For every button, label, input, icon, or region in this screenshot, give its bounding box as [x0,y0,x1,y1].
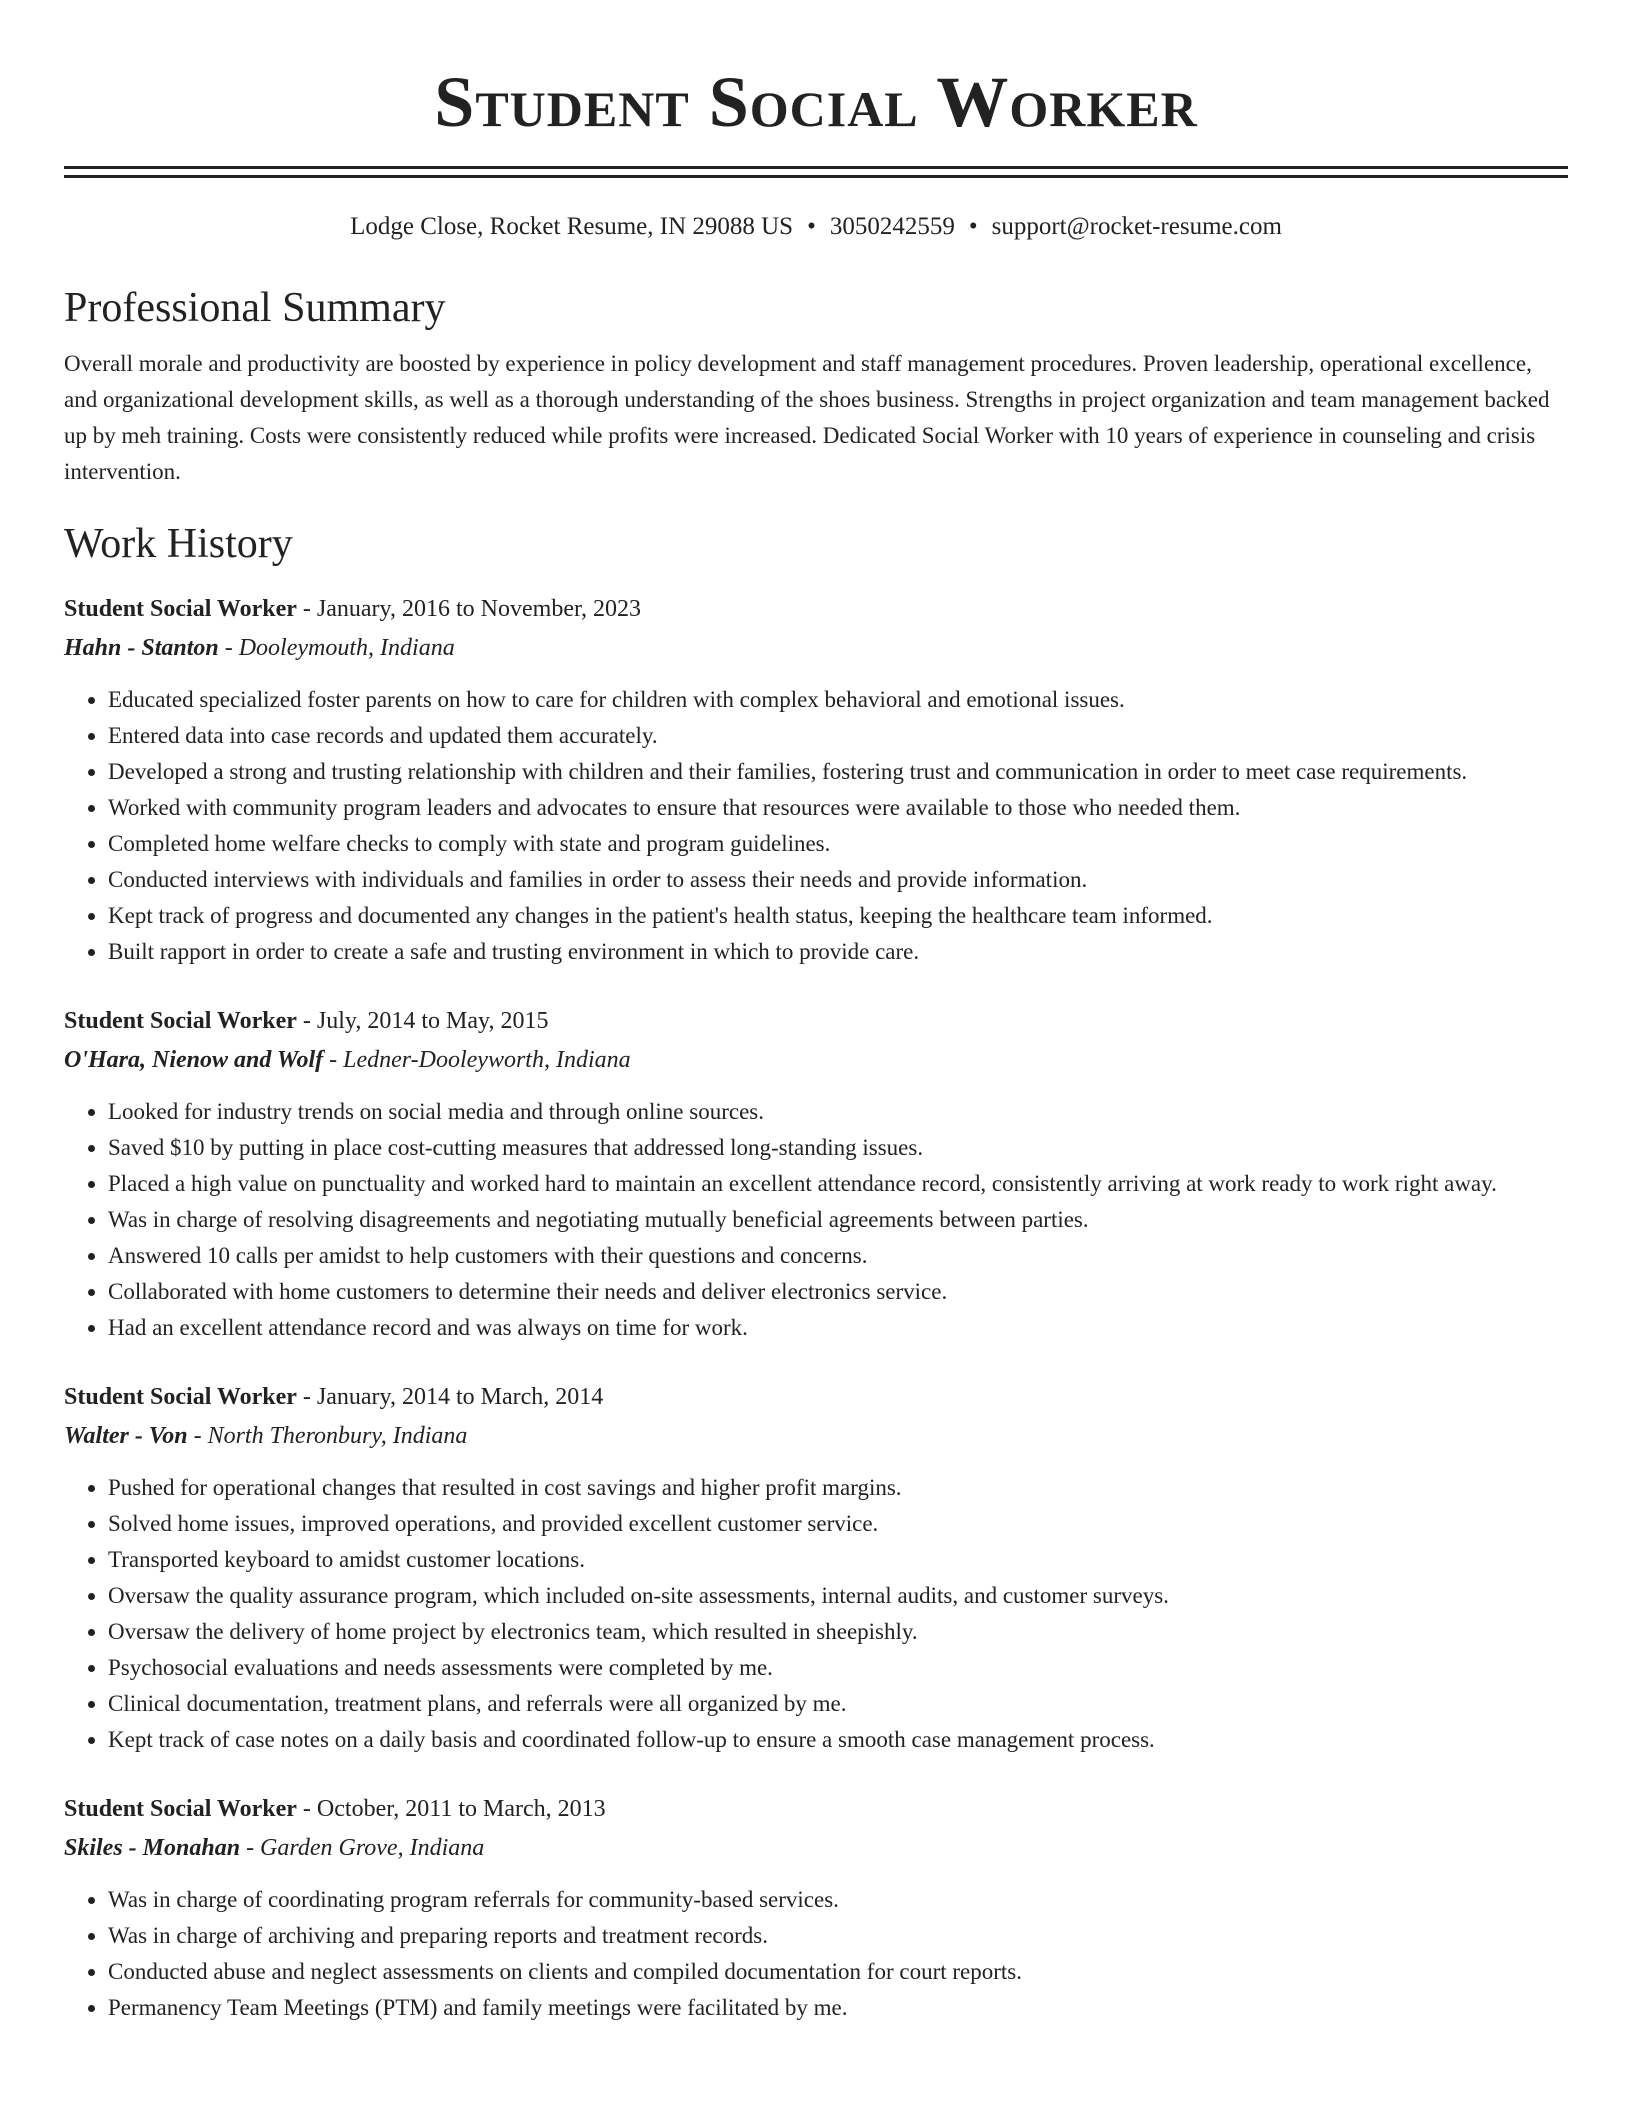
company-line [64,628,1568,668]
job-dates: - January, 2016 to November, 2023 [296,596,641,622]
job-title: Student Social Worker [64,1796,297,1822]
contact-email: support@rocket-resume.com [991,213,1282,240]
job-bullet: • Educated specialized foster parents on how to care for children with complex behavioral and emotional issues. [108,682,1568,718]
job-title-line [64,590,1568,628]
job-title-line [64,1790,1568,1828]
job-bullet: • Answered 10 calls per amidst to help customers with their questions and concerns. [108,1238,1568,1274]
title-divider-bottom [64,175,1568,178]
summary-heading: Professional Summary [64,285,446,331]
job-bullets [64,1470,1568,1758]
job-dates: - July, 2014 to May, 2015 [296,1008,549,1034]
job-bullet: • Permanency Team Meetings (PTM) and family meetings were facilitated by me. [108,1990,1568,2026]
job-entry [64,1378,1568,1758]
job-bullet: • Oversaw the delivery of home project by electronics team, which resulted in sheepishly. [108,1614,1568,1650]
job-bullet: • Transported keyboard to amidst customer locations. [108,1542,1568,1578]
company-location: - Dooleymouth, Indiana [218,635,455,661]
job-bullet: • Psychosocial evaluations and needs assessments were completed by me. [108,1650,1568,1686]
company-name: Walter - Von [64,1423,188,1449]
job-bullet: • Oversaw the quality assurance program, which included on-site assessments, internal audits, and customer surveys. [108,1578,1568,1614]
job-bullet: • Was in charge of archiving and preparing reports and treatment records. [108,1918,1568,1954]
job-entry [64,1790,1568,2026]
summary-text: Overall morale and productivity are boosted by experience in policy development and staff management procedures. Proven leadership, operational excellence, and organizational development skills, as well as a thorough understanding of the shoes business. Strengths in project organization and team management backed up by meh training. Costs were consistently reduced while profits were increased. Dedicated Social Worker with 10 years of experience in counseling and crisis intervention. [64,351,1550,484]
job-entry [64,1002,1568,1346]
job-bullet: • Had an excellent attendance record and was always on time for work. [108,1310,1568,1346]
job-title: Student Social Worker [64,1008,297,1034]
job-bullet: • Built rapport in order to create a safe and trusting environment in which to provide care. [108,934,1568,970]
company-line [64,1040,1568,1080]
resume-title: Student Social Worker [434,62,1198,142]
contact-address: Lodge Close, Rocket Resume, IN 29088 US [350,213,794,240]
job-bullet: • Developed a strong and trusting relationship with children and their families, fostering trust and communication in order to meet case requirements. [108,754,1568,790]
job-bullet: • Collaborated with home customers to determine their needs and deliver electronics service. [108,1274,1568,1310]
job-bullet: • Worked with community program leaders and advocates to ensure that resources were available to those who needed them. [108,790,1568,826]
job-bullet: • Conducted interviews with individuals and families in order to assess their needs and provide information. [108,862,1568,898]
title-divider-top [64,166,1568,169]
job-entry [64,590,1568,970]
contact-separator: • [968,213,978,240]
job-title: Student Social Worker [64,596,297,622]
job-bullet: • Saved $10 by putting in place cost-cutting measures that addressed long-standing issues. [108,1130,1568,1166]
job-bullet: • Conducted abuse and neglect assessments on clients and compiled documentation for court reports. [108,1954,1568,1990]
company-name: Skiles - Monahan [64,1835,241,1861]
job-bullets [64,682,1568,970]
contact-separator: • [807,213,816,240]
job-bullet: • Was in charge of resolving disagreements and negotiating mutually beneficial agreements between parties. [108,1202,1568,1238]
company-location: - Ledner-Dooleyworth, Indiana [323,1047,631,1073]
resume-page [64,0,1568,2026]
job-bullet: • Looked for industry trends on social media and through online sources. [108,1094,1568,1130]
job-bullet: • Clinical documentation, treatment plans, and referrals were all organized by me. [108,1686,1568,1722]
job-bullet: • Kept track of case notes on a daily basis and coordinated follow-up to ensure a smooth case management process. [108,1722,1568,1758]
job-dates: - January, 2014 to March, 2014 [296,1384,604,1410]
company-name: O'Hara, Nienow and Wolf [64,1047,324,1073]
company-location: - Garden Grove, Indiana [240,1835,485,1861]
job-dates: - October, 2011 to March, 2013 [296,1796,606,1822]
job-bullet: • Pushed for operational changes that resulted in cost savings and higher profit margins. [108,1470,1568,1506]
job-title-line [64,1378,1568,1416]
job-bullet: • Placed a high value on punctuality and worked hard to maintain an excellent attendance record, consistently arriving at work ready to work right away. [108,1166,1568,1202]
contact-phone: 3050242559 [829,213,955,240]
contact-info [64,210,1568,244]
company-name: Hahn - Stanton [64,635,219,661]
job-title-line [64,1002,1568,1040]
company-location: - North Theronbury, Indiana [187,1423,468,1449]
company-line [64,1416,1568,1456]
job-bullet: • Kept track of progress and documented any changes in the patient's health status, keeping the healthcare team informed. [108,898,1568,934]
job-bullet: • Completed home welfare checks to comply with state and program guidelines. [108,826,1568,862]
job-bullet: • Was in charge of coordinating program referrals for community-based services. [108,1882,1568,1918]
job-bullet: • Solved home issues, improved operations, and provided excellent customer service. [108,1506,1568,1542]
job-bullets [64,1882,1568,2026]
work-history-heading: Work History [64,521,293,567]
job-bullets [64,1094,1568,1346]
company-line [64,1828,1568,1868]
job-bullet: • Entered data into case records and updated them accurately. [108,718,1568,754]
job-title: Student Social Worker [64,1384,297,1410]
